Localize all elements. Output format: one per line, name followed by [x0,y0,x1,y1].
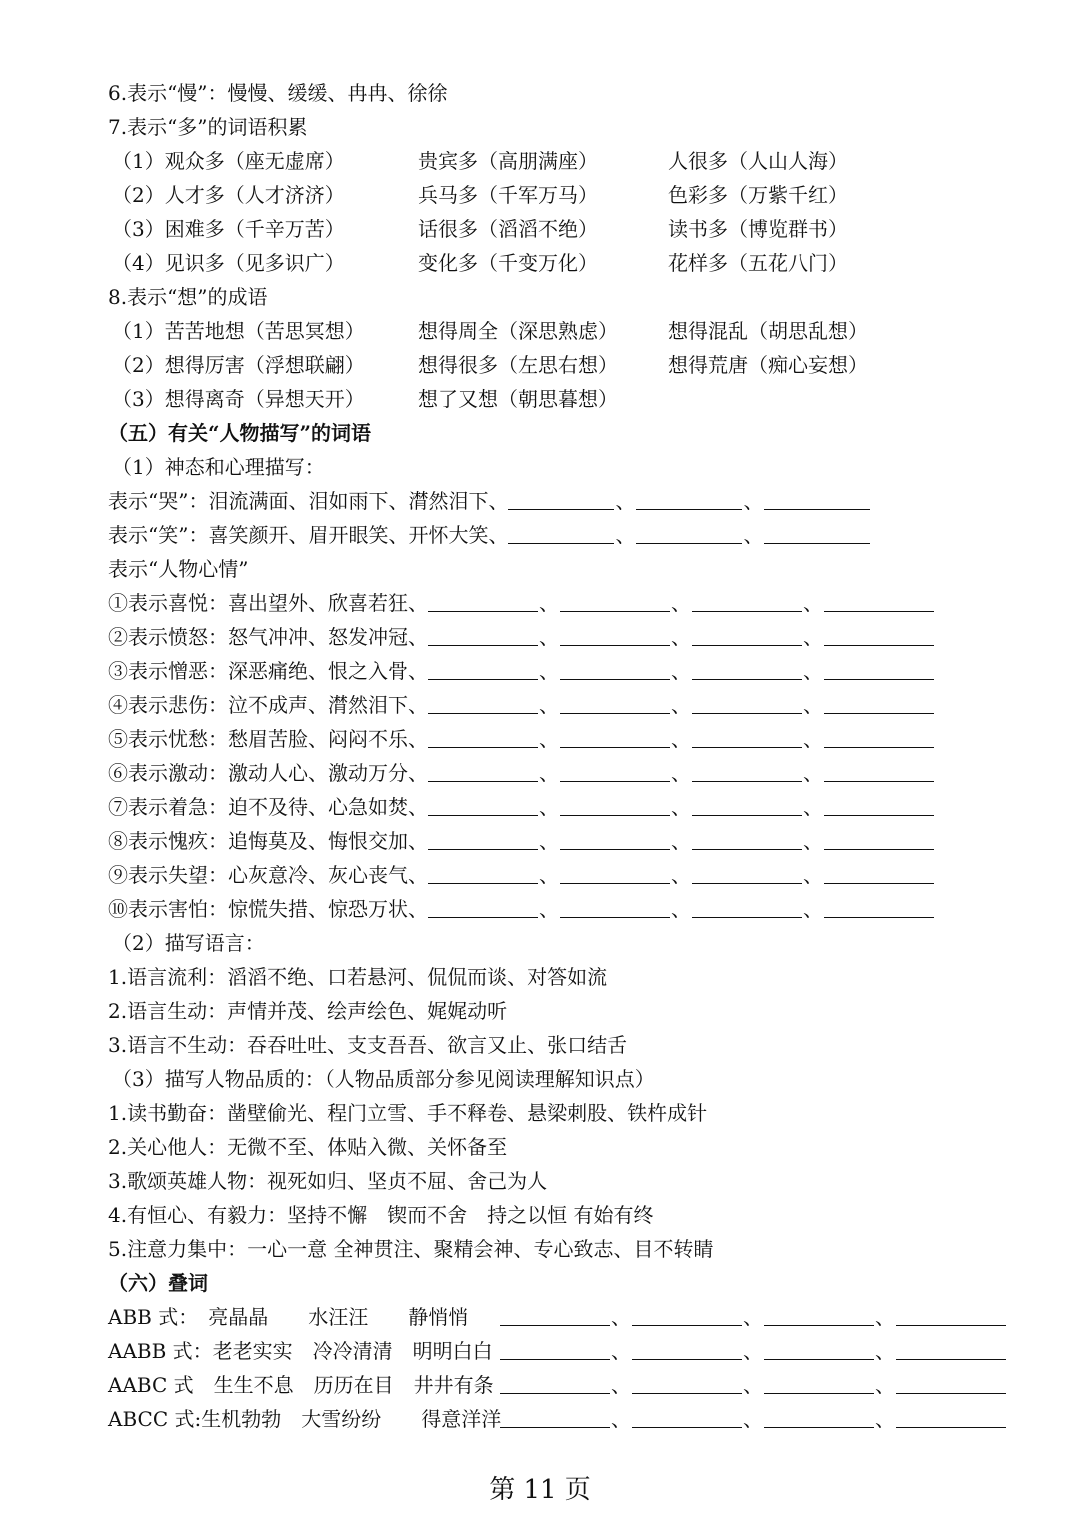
answer-blank[interactable] [692,691,802,714]
mood-fill-in: ①表示喜悦：喜出望外、欣喜若狂、 、 、 、 [108,586,988,620]
prompt-text: ⑥表示激动：激动人心、激动万分、 [108,761,428,785]
answer-blank[interactable] [560,827,670,850]
list-item: 2.关心他人：无微不至、体贴入微、关怀备至 [108,1135,508,1159]
answer-blank[interactable] [692,759,802,782]
idiom-entry: （3）困难多（千辛万苦） [112,217,345,241]
prompt-text: 表示“笑”：喜笑颜开、眉开眼笑、开怀大笑、 [108,523,509,547]
answer-blank[interactable] [428,691,538,714]
subsection-title: （2）描写语言： [112,931,265,955]
answer-blank[interactable] [764,1303,874,1326]
idiom-entry: 想得荒唐（痴心妄想） [668,353,868,377]
answer-blank[interactable] [500,1303,610,1326]
cry-fill-in: 表示“哭”：泪流满面、泪如雨下、潸然泪下、 、 、 [108,484,988,518]
list-item: 5.注意力集中：一心一意 全神贯注、聚精会神、专心致志、目不转睛 [108,1237,714,1261]
mood-fill-in: ⑥表示激动：激动人心、激动万分、 、 、 、 [108,756,988,790]
list-item [108,212,988,246]
section-7-title: 7.表示“多”的词语积累 [108,115,308,139]
answer-blank[interactable] [428,759,538,782]
answer-blank[interactable] [692,657,802,680]
idiom-entry: 话很多（滔滔不绝） [418,217,598,241]
idiom-entry: 想得很多（左思右想） [418,353,618,377]
answer-blank[interactable] [560,895,670,918]
answer-blank[interactable] [560,657,670,680]
list-item: 2.语言生动：声情并茂、绘声绘色、娓娓动听 [108,999,508,1023]
idiom-entry: 想得混乱（胡思乱想） [668,319,868,343]
answer-blank[interactable] [764,1337,874,1360]
answer-blank[interactable] [824,793,934,816]
prompt-text: ③表示憎恶：深恶痛绝、恨之入骨、 [108,659,428,683]
prompt-text: ABB 式： 亮晶晶 水汪汪 静悄悄 [108,1305,469,1329]
answer-blank[interactable] [896,1337,1006,1360]
answer-blank[interactable] [632,1371,742,1394]
list-item: 3.语言不生动：吞吞吐吐、支支吾吾、欲言又止、张口结舌 [108,1033,628,1057]
answer-blank[interactable] [824,725,934,748]
answer-blank[interactable] [824,759,934,782]
answer-blank[interactable] [764,1405,874,1428]
answer-blank[interactable] [500,1337,610,1360]
answer-blank[interactable] [692,793,802,816]
document-page [108,76,988,1436]
list-item [108,246,988,280]
subsection-title: （1）神态和心理描写： [112,455,325,479]
list-item [108,178,988,212]
idiom-entry: 想得周全（深思熟虑） [418,319,618,343]
idiom-entry: 花样多（五花八门） [668,251,848,275]
mood-fill-in: ⑨表示失望：心灰意冷、灰心丧气、 、 、 、 [108,858,988,892]
prompt-text: ⑨表示失望：心灰意冷、灰心丧气、 [108,863,428,887]
answer-blank[interactable] [428,861,538,884]
answer-blank[interactable] [824,895,934,918]
answer-blank[interactable] [824,589,934,612]
prompt-text: AABB 式：老老实实 冷冷清清 明明白白 [108,1339,493,1363]
answer-blank[interactable] [896,1371,1006,1394]
prompt-text: ⑤表示忧愁：愁眉苦脸、闷闷不乐、 [108,727,428,751]
answer-blank[interactable] [692,895,802,918]
idiom-entry: 贵宾多（高朋满座） [418,149,598,173]
answer-blank[interactable] [428,589,538,612]
mood-fill-in: ③表示憎恶：深恶痛绝、恨之入骨、 、 、 、 [108,654,988,688]
answer-blank[interactable] [692,861,802,884]
answer-blank[interactable] [764,1371,874,1394]
answer-blank[interactable] [560,861,670,884]
idiom-entry: （1）观众多（座无虚席） [112,149,345,173]
idiom-entry: 人很多（人山人海） [668,149,848,173]
mood-fill-in: ⑦表示着急：迫不及待、心急如焚、 、 、 、 [108,790,988,824]
answer-blank[interactable] [632,1405,742,1428]
prompt-text: ①表示喜悦：喜出望外、欣喜若狂、 [108,591,428,615]
answer-blank[interactable] [896,1303,1006,1326]
answer-blank[interactable] [632,1337,742,1360]
idiom-entry: （2）想得厉害（浮想联翩） [112,353,365,377]
idiom-entry: （2）人才多（人才济济） [112,183,345,207]
mood-fill-in: ⑩表示害怕：惊慌失措、惊恐万状、 、 、 、 [108,892,988,926]
answer-blank[interactable] [764,487,870,510]
mood-fill-in: ④表示悲伤：泣不成声、潸然泪下、 、 、 、 [108,688,988,722]
answer-blank[interactable] [560,589,670,612]
list-item: 4.有恒心、有毅力：坚持不懈 锲而不舍 持之以恒 有始有终 [108,1203,654,1227]
idiom-entry: 想了又想（朝思暮想） [418,387,618,411]
reduplication-fill-in: ABB 式： 亮晶晶 水汪汪 静悄悄 、 、 、 [108,1300,988,1334]
answer-blank[interactable] [824,861,934,884]
answer-blank[interactable] [692,623,802,646]
mood-fill-in: ⑧表示愧疚：追悔莫及、悔恨交加、 、 、 、 [108,824,988,858]
answer-blank[interactable] [692,827,802,850]
answer-blank[interactable] [428,725,538,748]
answer-blank[interactable] [500,1371,610,1394]
list-item [108,348,988,382]
answer-blank[interactable] [560,623,670,646]
reduplication-fill-in: ABCC 式:生机勃勃 大雪纷纷 得意洋洋 、 、 、 [108,1402,988,1436]
answer-blank[interactable] [428,657,538,680]
mood-fill-in: ②表示愤怒：怒气冲冲、怒发冲冠、 、 、 、 [108,620,988,654]
answer-blank[interactable] [824,691,934,714]
list-item: 1.语言流利：滔滔不绝、口若悬河、侃侃而谈、对答如流 [108,965,608,989]
idiom-entry: （1）苦苦地想（苦思冥想） [112,319,365,343]
section-8-title: 8.表示“想”的成语 [108,285,268,309]
answer-blank[interactable] [824,827,934,850]
idiom-entry: 变化多（千变万化） [418,251,598,275]
mood-fill-in: ⑤表示忧愁：愁眉苦脸、闷闷不乐、 、 、 、 [108,722,988,756]
idiom-entry: 色彩多（万紫千红） [668,183,848,207]
answer-blank[interactable] [636,521,742,544]
prompt-text: AABC 式 生生不息 历历在目 井井有条 [108,1373,494,1397]
laugh-fill-in: 表示“笑”：喜笑颜开、眉开眼笑、开怀大笑、 、 、 [108,518,988,552]
idiom-entry: 兵马多（千军万马） [418,183,598,207]
section-6-title: （六）叠词 [108,1271,208,1295]
answer-blank[interactable] [428,793,538,816]
answer-blank[interactable] [560,793,670,816]
list-item: 3.歌颂英雄人物：视死如归、坚贞不屈、舍己为人 [108,1169,548,1193]
answer-blank[interactable] [560,691,670,714]
answer-blank[interactable] [508,487,614,510]
list-item: 1.读书勤奋：凿壁偷光、程门立雪、手不释卷、悬梁刺股、铁杵成针 [108,1101,708,1125]
idiom-entry: （4）见识多（见多识广） [112,251,345,275]
answer-blank[interactable] [764,521,870,544]
answer-blank[interactable] [636,487,742,510]
answer-blank[interactable] [500,1405,610,1428]
prompt-text: ②表示愤怒：怒气冲冲、怒发冲冠、 [108,625,428,649]
page-number: 第 11 页 [489,1475,591,1505]
answer-blank[interactable] [896,1405,1006,1428]
list-item [108,144,988,178]
idiom-entry: 读书多（博览群书） [668,217,848,241]
answer-blank[interactable] [560,725,670,748]
mood-title: 表示“人物心情” [108,557,249,581]
reduplication-fill-in: AABC 式 生生不息 历历在目 井井有条 、 、 、 [108,1368,988,1402]
answer-blank[interactable] [632,1303,742,1326]
prompt-text: ABCC 式:生机勃勃 大雪纷纷 得意洋洋 [108,1407,502,1431]
answer-blank[interactable] [824,657,934,680]
prompt-text: ⑧表示愧疚：追悔莫及、悔恨交加、 [108,829,428,853]
answer-blank[interactable] [824,623,934,646]
prompt-text: 表示“哭”：泪流满面、泪如雨下、潸然泪下、 [108,489,509,513]
prompt-text: ④表示悲伤：泣不成声、潸然泪下、 [108,693,428,717]
section-5-title: （五）有关“人物描写”的词语 [108,421,372,445]
answer-blank[interactable] [560,759,670,782]
idiom-entry: （3）想得离奇（异想天开） [112,387,365,411]
answer-blank[interactable] [428,895,538,918]
section-6-slow: 6.表示“慢”：慢慢、缓缓、冉冉、徐徐 [108,81,448,105]
answer-blank[interactable] [508,521,614,544]
answer-blank[interactable] [692,725,802,748]
reduplication-fill-in: AABB 式：老老实实 冷冷清清 明明白白 、 、 、 [108,1334,988,1368]
answer-blank[interactable] [692,589,802,612]
list-item [108,382,988,416]
list-item [108,314,988,348]
subsection-title: （3）描写人物品质的：（人物品质部分参见阅读理解知识点） [112,1067,655,1091]
prompt-text: ⑦表示着急：迫不及待、心急如焚、 [108,795,428,819]
prompt-text: ⑩表示害怕：惊慌失措、惊恐万状、 [108,897,428,921]
answer-blank[interactable] [428,827,538,850]
answer-blank[interactable] [428,623,538,646]
